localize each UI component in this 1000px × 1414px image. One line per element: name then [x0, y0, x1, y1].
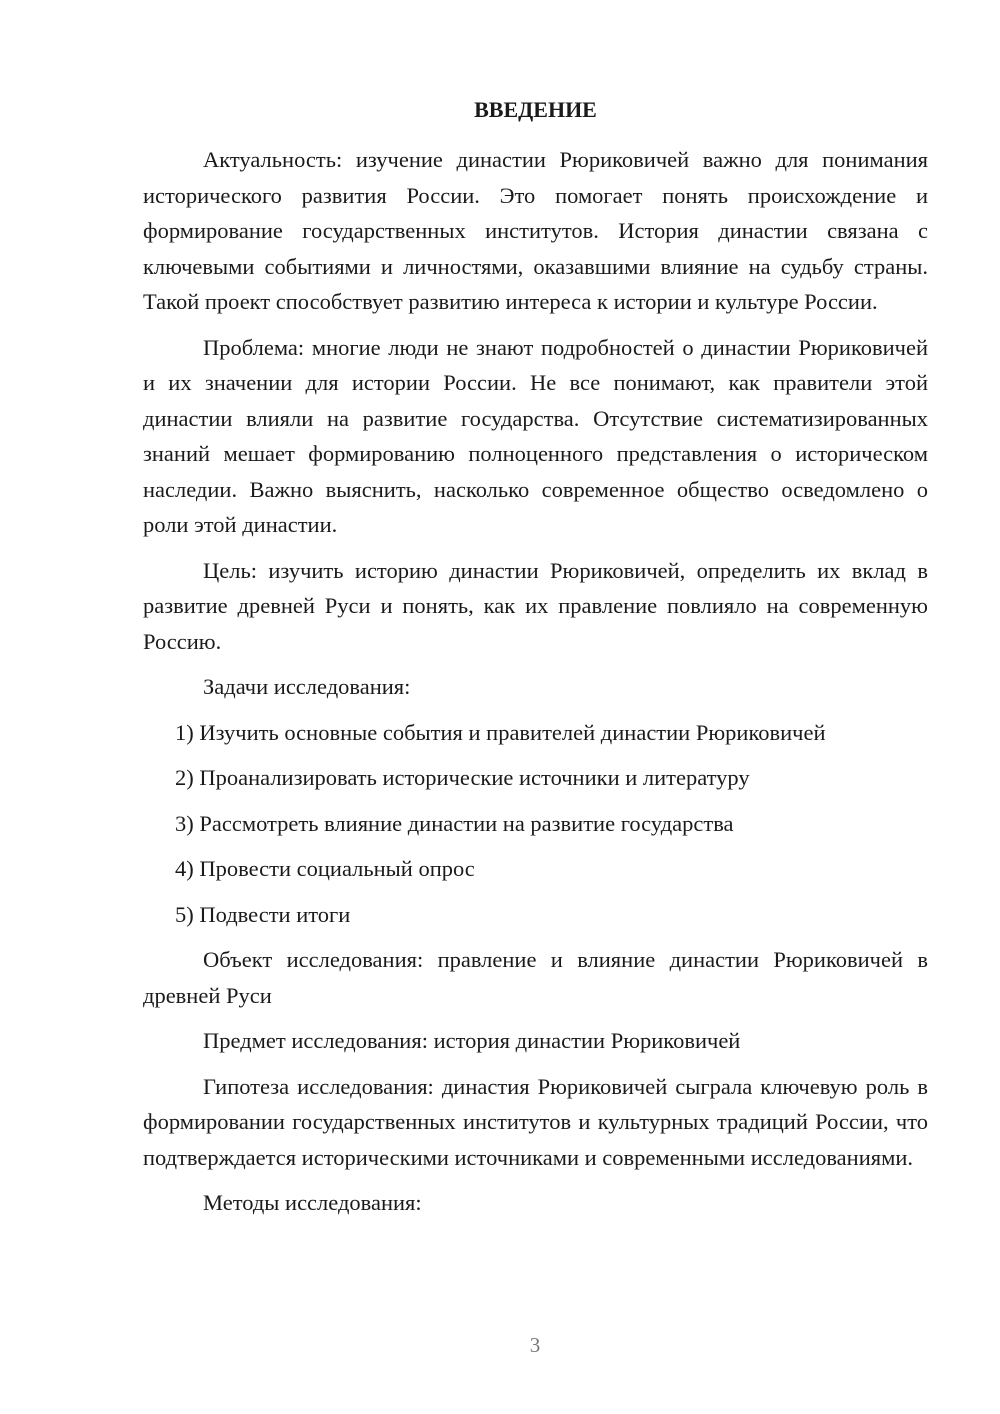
document-page	[143, 96, 928, 1231]
tasks-title: Задачи исследования:	[203, 674, 411, 699]
tasks-list	[143, 715, 928, 933]
hypothesis-paragraph: Гипотеза исследования: династия Рюриковичей сыграла ключевую роль в формировании государственных институтов и культурных традиций России, что подтверждается историческими источниками и современными исследованиями.	[143, 1073, 928, 1170]
page-number: 3	[529, 1333, 541, 1357]
list-item: 2) Проанализировать исторические источники и литературу	[175, 765, 750, 790]
list-item: 1) Изучить основные события и правителей династии Рюриковичей	[175, 719, 826, 745]
problem-paragraph: Проблема: многие люди не знают подробностей о династии Рюриковичей и их значении для истории России. Не все понимают, как правители этой династии влияли на развитие государства. Отсутствие систематизированных знаний мешает формированию полноценного представления о историческом наследии. Важно выяснить, насколько современное общество осведомлено о роли этой династии.	[143, 334, 928, 537]
section-heading: ВВЕДЕНИЕ	[474, 97, 597, 122]
list-item: 4) Провести социальный опрос	[175, 856, 475, 881]
list-item: 5) Подвести итоги	[175, 901, 351, 927]
list-item: 3) Рассмотреть влияние династии на развитие государства	[175, 810, 734, 836]
methods-title: Методы исследования:	[203, 1190, 422, 1215]
relevance-paragraph: Актуальность: изучение династии Рюриковичей важно для понимания исторического развития России. Это помогает понять происхождение и формирование государственных институтов. История династии связана с ключевыми событиями и личностями, оказавшими влияние на судьбу страны. Такой проект способствует развитию интереса к истории и культуре России.	[143, 147, 928, 314]
subject-paragraph: Предмет исследования: история династии Рюриковичей	[203, 1028, 741, 1053]
object-paragraph: Объект исследования: правление и влияние династии Рюриковичей в древней Руси	[143, 947, 928, 1008]
goal-paragraph: Цель: изучить историю династии Рюриковичей, определить их вклад в развитие древней Руси и понять, как их правление повлияло на современную Россию.	[143, 557, 928, 654]
